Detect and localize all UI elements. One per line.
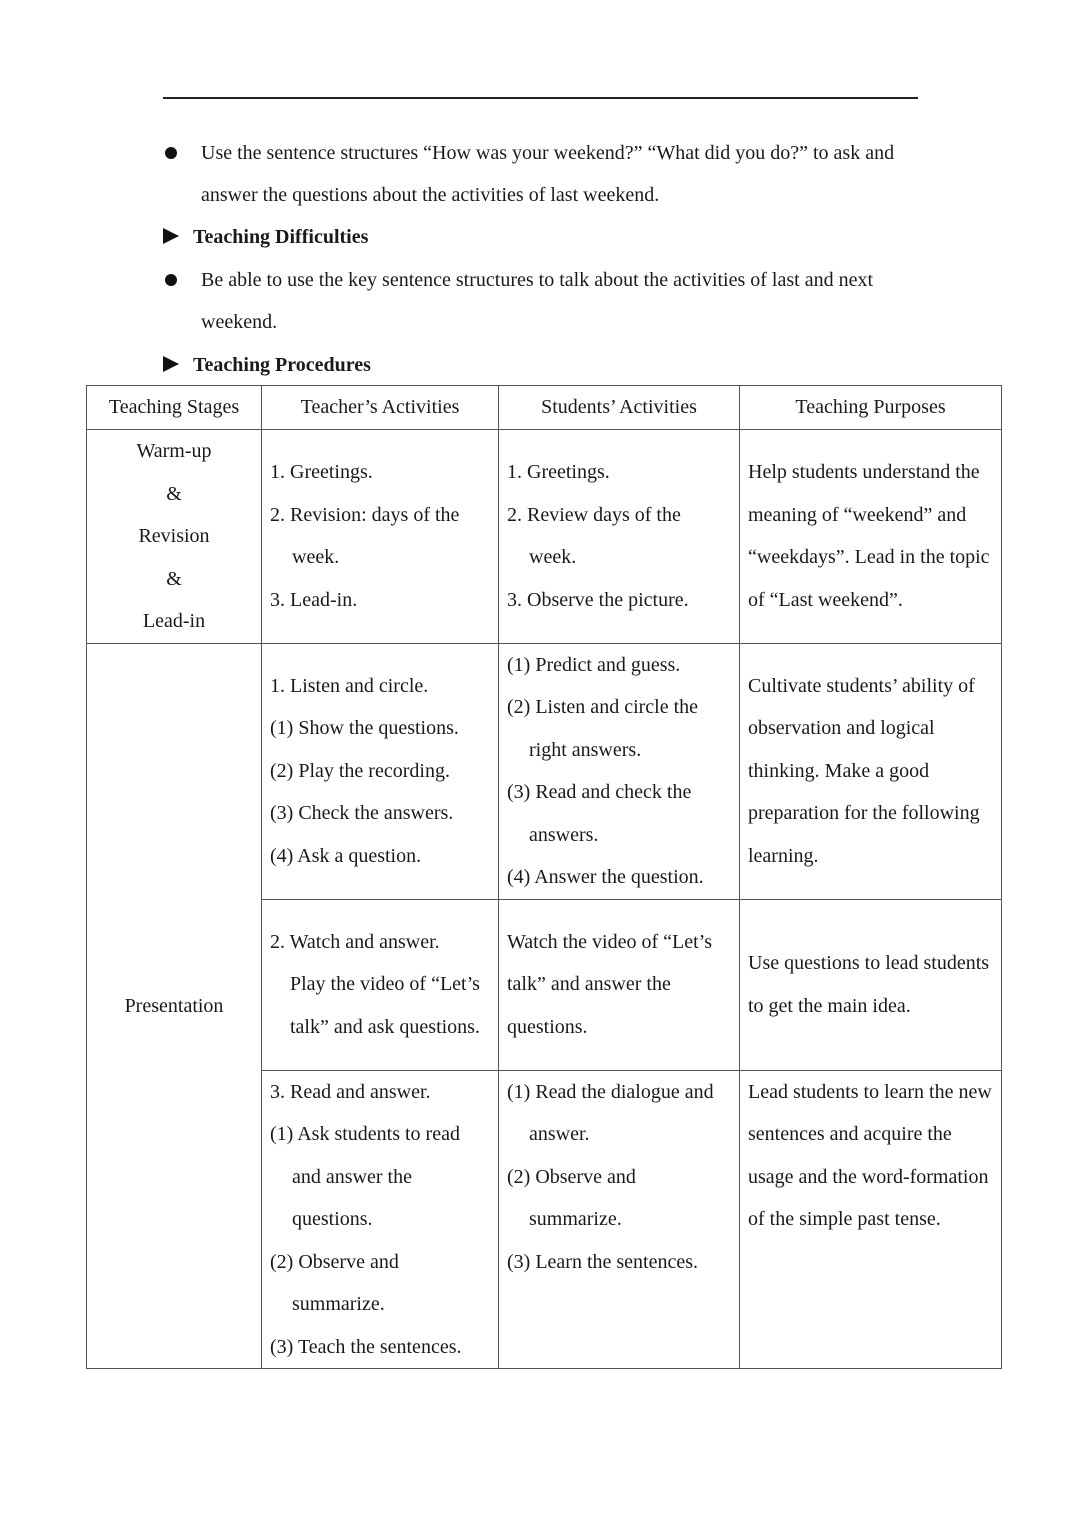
list-item: 2. Watch and answer. [270, 930, 440, 953]
teaching-purpose-cell: Help students understand the meaning of “weekend” and “weekdays”. Lead in the topic of “Last weekend”. [740, 430, 1002, 644]
list-item: (2) Listen and circle the right answers. [507, 696, 699, 761]
header-rule [163, 97, 918, 99]
list-item: (2) Play the recording. [270, 759, 450, 782]
student-activities-cell: Watch the video of “Let’s talk” and answer the questions. [499, 899, 740, 1070]
list-item: 2. Review days of the week. [507, 503, 681, 569]
stage-line: Revision [138, 525, 210, 547]
stage-cell-warmup [87, 430, 262, 644]
list-item: (4) Answer the question. [507, 866, 704, 888]
list-item: 2. Revision: days of the week. [270, 503, 460, 569]
triangle-right-icon [163, 228, 179, 244]
list-item: (2) Observe and summarize. [270, 1250, 399, 1315]
student-activities-cell [499, 430, 740, 644]
list-item: 3. Read and answer. [270, 1080, 431, 1103]
teacher-activities-cell [262, 430, 499, 644]
list-item: (4) Ask a question. [270, 844, 422, 867]
student-activities-cell [499, 1070, 740, 1369]
teacher-activities-cell [262, 899, 499, 1070]
difficulty-bullet [163, 259, 903, 343]
list-item: (1) Predict and guess. [507, 653, 681, 676]
list-item: (3) Read and check the answers. [507, 781, 692, 846]
heading-label: Teaching Difficulties [193, 226, 369, 248]
list-item-body: Play the video of “Let’s talk” and ask questions. [290, 973, 480, 1038]
list-item: 1. Listen and circle. [270, 674, 429, 697]
procedures-table [86, 385, 1002, 1369]
list-item: (3) Check the answers. [270, 802, 454, 825]
list-item: (2) Observe and summarize. [507, 1165, 636, 1230]
column-header: Teaching Stages [87, 386, 262, 430]
bullet-dot-icon [165, 147, 177, 159]
objective-text: Use the sentence structures “How was your weekend?” “What did you do?” to ask and answer the questions about the activities of last weekend. [201, 142, 895, 206]
teaching-purpose-cell: Use questions to lead students to get the main idea. [740, 899, 1002, 1070]
list-item: (1) Ask students to read and answer the questions. [270, 1123, 460, 1230]
column-header: Teaching Purposes [740, 386, 1002, 430]
objective-bullet [163, 132, 903, 216]
teaching-procedures-heading [163, 344, 371, 386]
column-header: Students’ Activities [499, 386, 740, 430]
list-item: (3) Teach the sentences. [270, 1335, 462, 1358]
list-item: (1) Read the dialogue and answer. [507, 1080, 714, 1145]
bullet-dot-icon [165, 274, 177, 286]
teacher-activities-cell [262, 1070, 499, 1369]
stage-line: Lead-in [142, 610, 206, 632]
teacher-activities-cell [262, 643, 499, 899]
table-header-row [87, 386, 1002, 430]
list-item: (1) Show the questions. [270, 717, 459, 740]
student-activities-cell [499, 643, 740, 899]
teaching-difficulties-heading [163, 216, 368, 258]
list-item: (3) Learn the sentences. [507, 1250, 699, 1273]
stage-cell-presentation: Presentation [87, 643, 262, 1369]
table-row [87, 643, 1002, 899]
triangle-right-icon [163, 356, 179, 372]
teaching-purpose-cell: Lead students to learn the new sentences and acquire the usage and the word-formation of the simple past tense. [740, 1070, 1002, 1369]
teaching-purpose-cell: Cultivate students’ ability of observation and logical thinking. Make a good preparation for the following learning. [740, 643, 1002, 899]
heading-label: Teaching Procedures [193, 354, 371, 376]
list-item: 1. Greetings. [270, 461, 373, 484]
list-item: 1. Greetings. [507, 461, 610, 484]
list-item: 3. Lead-in. [270, 588, 358, 611]
difficulty-text: Be able to use the key sentence structures to talk about the activities of last and next weekend. [201, 269, 874, 333]
stage-line: & [166, 567, 182, 590]
column-header: Teacher’s Activities [262, 386, 499, 430]
stage-line: & [166, 482, 182, 505]
table-row [87, 430, 1002, 644]
list-item: 3. Observe the picture. [507, 588, 689, 611]
stage-line: Warm-up [136, 440, 212, 462]
